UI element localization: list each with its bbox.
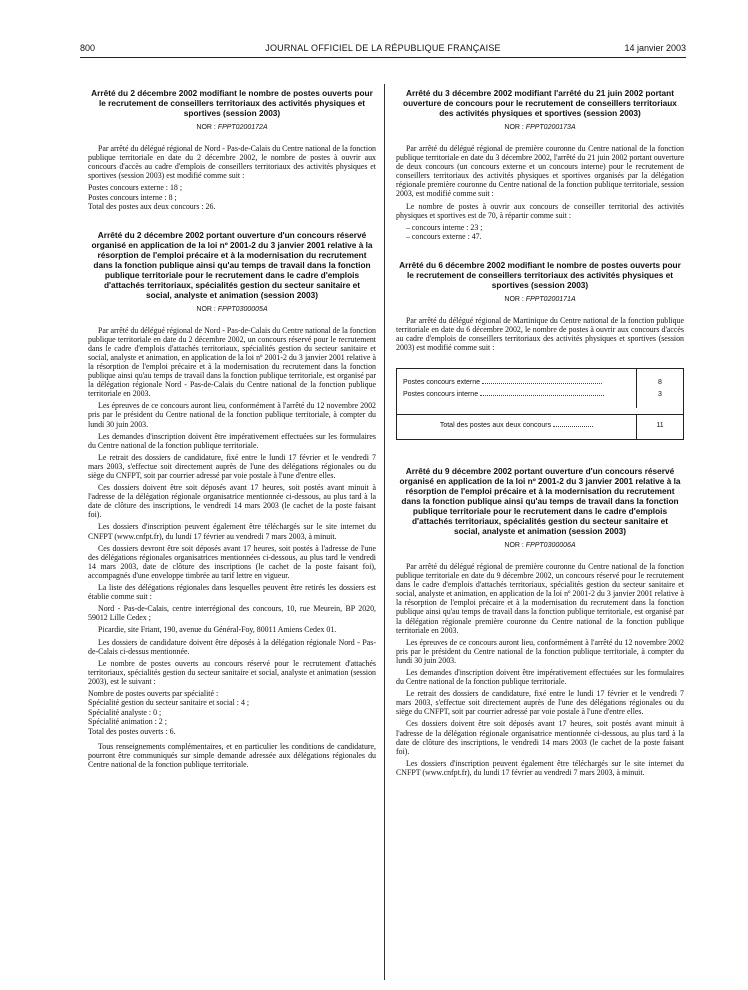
arrete-block <box>88 88 376 212</box>
paragraph: Picardie, site Friant, 190, avenue du Général-Foy, 80011 Amiens Cedex 01. <box>98 625 337 635</box>
list-line: Spécialité animation : 2 ; <box>88 717 167 727</box>
arrete-block <box>396 466 684 777</box>
paragraph: Par arrêté du délégué régional de première couronne du Centre national de la fonction publique territoriale en date du 3 décembre 2002, l'arrêté du 21 juin 2002 portant ouverture de deux concours (un concours externe et un concours interne) pour le recrutement de conseillers territoriaux des activités physiques et sportives organisés par la délégation régionale première couronne du Centre national de la fonction publique territoriale, session 2003, est modifié comme suit : <box>396 144 684 199</box>
nor-label: NOR : <box>504 541 524 549</box>
table-cell-label <box>397 415 637 439</box>
nor-number: FPPT0200173A <box>525 124 576 131</box>
paragraph: Le retrait des dossiers de candidature, fixé entre le lundi 17 février et le vendredi 7 mars 2003, s'effectue soit directement auprès de l'une des délégations régionales ou du siège du CNFPT, soit par courrier adressé par voie postale à l'une d'entre elles. <box>88 452 376 480</box>
paragraph: Les épreuves de ce concours auront lieu, conformément à l'arrêté du 12 novembre 2002 pris par le président du Centre national de la fonction publique territoriale, à compter du lundi 30 juin 2003. <box>88 401 376 429</box>
paragraph: Par arrêté du délégué régional de Nord - Pas-de-Calais du Centre national de la fonction publique territoriale en date du 2 décembre 2002, un concours réservé pour le recrutement dans le cadre d'emplois d'attachés territoriaux, spécialités gestion du secteur sanitaire et social, analyste et animation, en application de la loi nº 2001-2 du 3 janvier 2001 relative à la résorption de l'emploi précaire et à la modernisation du recrutement dans la fonction publique ainsi qu'au temps de travail dans la fonction publique territoriale, est organisé par la délégation régionale Nord - Pas-de-Calais du Centre national de la fonction publique territoriale en 2003. <box>88 325 376 399</box>
arrete-title: Arrêté du 9 décembre 2002 portant ouverture d'un concours réservé organisé en application de la loi nº 2001-2 du 3 janvier 2001 relative à la résorption de l'emploi précaire et à la modernisation du recrutement dans la fonction publique ainsi qu'au temps de travail dans la fonction publique territoriale pour le recrutement dans le cadre d'emplois d'attachés territoriaux, spécialités gestion du secteur sanitaire et social, analyste et animation (session 2003) <box>399 465 681 536</box>
list-line: Postes concours externe : 18 ; <box>88 183 183 193</box>
dot-leader <box>553 426 593 427</box>
column-divider <box>384 84 385 980</box>
journal-title: JOURNAL OFFICIEL DE LA RÉPUBLIQUE FRANÇAISE <box>265 43 501 53</box>
arrete-title: Arrêté du 6 décembre 2002 modifiant le nombre de postes ouverts pour le recrutement de conseillers territoriaux des activités physiques et sportives (session 2003) <box>399 259 681 290</box>
header-rule <box>80 57 686 58</box>
paragraph: Ces dossiers doivent être soit déposés avant 17 heures, soit postés avant minuit à l'adresse de la délégation régionale organisatrice mentionnée ci-dessous, au plus tard à la date de clôture des inscriptions, le vendredi 14 mars 2003 (le cachet de la poste faisant foi). <box>88 483 376 520</box>
nor-reference <box>396 295 684 305</box>
paragraph: La liste des délégations régionales dans lesquelles peuvent être retirés les dossiers est établie comme suit : <box>88 583 376 602</box>
dot-leader <box>480 395 604 396</box>
arrete-block <box>396 260 684 440</box>
dot-leader <box>482 383 602 384</box>
table-cell-label <box>397 389 637 408</box>
list-line: Spécialité gestion du secteur sanitaire et social : 4 ; <box>88 698 250 708</box>
page-header <box>80 41 686 55</box>
table-row <box>397 369 683 389</box>
table-cell-label <box>397 369 637 389</box>
arrete-title: Arrêté du 2 décembre 2002 modifiant le nombre de postes ouverts pour le recrutement de conseillers territoriaux des activités physiques et sportives (session 2003) <box>91 88 373 118</box>
nor-label: NOR : <box>196 305 216 313</box>
nor-label: NOR : <box>504 295 524 303</box>
right-column <box>396 88 684 780</box>
arrete-block <box>396 88 684 242</box>
nor-number: FPPT0200171A <box>525 295 576 303</box>
nor-number: FPPT0300006A <box>525 541 576 549</box>
table-row <box>397 389 683 414</box>
paragraph: Les dossiers d'inscription peuvent également être téléchargés sur le site internet du CNFPT (www.cnfpt.fr), du lundi 17 février au vendredi 7 mars 2003, à minuit. <box>88 522 376 541</box>
paragraph: Les demandes d'inscription doivent être impérativement effectuées sur les formulaires du Centre national de la fonction publique territoriale. <box>88 431 376 450</box>
arrete-title: Arrêté du 2 décembre 2002 portant ouverture d'un concours réservé organisé en application de la loi nº 2001-2 du 3 janvier 2001 relative à la résorption de l'emploi précaire et à la modernisation du recrutement dans la fonction publique ainsi qu'au temps de travail dans la fonction publique territoriale pour le recrutement dans le cadre d'emplois d'attachés territoriaux, spécialités gestion du secteur sanitaire et social, analyste et animation (session 2003) <box>91 229 373 300</box>
nor-reference <box>396 123 684 133</box>
list-line: – concours externe : 47. <box>406 232 482 242</box>
list-line: – concours interne : 23 ; <box>406 222 483 232</box>
table-cell-value: 11 <box>656 421 664 429</box>
row-label: Total des postes aux deux concours <box>439 421 552 429</box>
posts-table <box>396 368 684 440</box>
paragraph: Par arrêté du délégué régional de Martinique du Centre national de la fonction publique territoriale en date du 6 décembre 2002, le nombre de postes à ouvrir aux concours d'accès au cadre d'emplois de conseillers territoriaux des activités physiques et sportives (session 2003) est modifié comme suit : <box>396 315 684 352</box>
nor-label: NOR : <box>196 124 216 131</box>
paragraph: Tous renseignements complémentaires, et en particulier les conditions de candidature, pourront être communiqués sur simple demande adressée aux délégations régionales du Centre national de la fonction publique territoriale. <box>88 742 376 770</box>
nor-number: FPPT0300005A <box>217 305 268 313</box>
row-label: Postes concours interne <box>403 390 479 398</box>
paragraph: Le retrait des dossiers de candidature, fixé entre le lundi 17 février et le vendredi 7 mars 2003, s'effectue soit directement auprès de l'une des délégations régionales ou du siège du CNFPT, soit par courrier adressé par voie postale à l'une d'entre elles. <box>396 689 684 717</box>
table-cell-value: 8 <box>658 378 662 386</box>
list-line: Nombre de postes ouverts par spécialité : <box>88 688 219 698</box>
paragraph: Ces dossiers devront être soit déposés avant 17 heures, soit postés à l'adresse de l'une des délégations régionales organisatrices mentionnées ci-dessous, au plus tard le vendredi 14 mars 2003, date de clôture des inscriptions (le cachet de la poste faisant foi), accompagnés d'une enveloppe timbrée au tarif lettre en vigueur. <box>88 543 376 580</box>
table-row-total <box>397 414 683 439</box>
arrete-title: Arrêté du 3 décembre 2002 modifiant l'arrêté du 21 juin 2002 portant ouverture de concours pour le recrutement de conseillers territoriaux des activités physiques et sportives (session 2003) <box>403 88 677 118</box>
posts-table-body <box>397 369 683 414</box>
paragraph: Les épreuves de ce concours auront lieu, conformément à l'arrêté du 12 novembre 2002 pris par le président du Centre national de la fonction publique territoriale, à compter du lundi 30 juin 2003. <box>396 637 684 665</box>
nor-reference <box>88 123 376 133</box>
paragraph: Le nombre de postes à ouvrir aux concours de conseiller territorial des activités physiques et sportives est de 70, à répartir comme suit : <box>396 201 684 220</box>
paragraph: Le nombre de postes ouverts au concours réservé pour le recrutement d'attachés territoriaux, spécialités gestion du secteur sanitaire et social, analyste et animation (session 2003), est le suivant : <box>88 658 376 686</box>
page-number: 800 <box>80 43 96 53</box>
left-column <box>88 88 376 772</box>
paragraph: Les demandes d'inscription doivent être impérativement effectuées sur les formulaires du Centre national de la fonction publique territoriale. <box>396 667 684 687</box>
table-cell-value: 3 <box>658 390 662 398</box>
nor-reference <box>88 305 376 315</box>
paragraph: Ces dossiers doivent être soit déposés avant 17 heures, soit postés avant minuit à l'adresse de la délégation régionale organisatrice mentionnée ci-dessous, au plus tard à la date de clôture des inscriptions, le vendredi 14 mars 2003 (le cachet de la poste faisant foi). <box>396 719 684 756</box>
list-line: Total des postes ouverts : 6. <box>88 726 176 736</box>
nor-reference <box>396 541 684 551</box>
list-line: Spécialité analyste : 0 ; <box>88 707 162 717</box>
nor-number: FPPT0200172A <box>217 124 268 131</box>
arrete-block <box>88 230 376 770</box>
issue-date: 14 janvier 2003 <box>624 43 686 53</box>
paragraph: Par arrêté du délégué régional de première couronne du Centre national de la fonction publique territoriale en date du 9 décembre 2002, un concours réservé pour le recrutement dans le cadre d'emplois d'attachés territoriaux, spécialités gestion du secteur sanitaire et social, analyste et animation, en application de la loi nº 2001-2 du 3 janvier 2001 relative à la résorption de l'emploi précaire et à la modernisation du recrutement dans la fonction publique ainsi qu'au temps de travail dans la fonction publique territoriale, est organisé par la délégation régionale première couronne du Centre national de la fonction publique territoriale en 2003. <box>396 561 684 635</box>
list-line: Total des postes aux deux concours : 26. <box>88 202 216 212</box>
paragraph: Les dossiers d'inscription peuvent également être téléchargés sur le site internet du CNFPT (www.cnfpt.fr), du lundi 17 février au vendredi 7 mars 2003, à minuit. <box>396 758 684 777</box>
row-label: Postes concours externe <box>403 378 481 386</box>
paragraph: Les dossiers de candidature doivent être déposés à la délégation régionale Nord - Pas-de-Calais ci-dessus mentionnée. <box>88 637 376 656</box>
list-line: Postes concours interne : 8 ; <box>88 192 177 202</box>
paragraph: Par arrêté du délégué régional de Nord - Pas-de-Calais du Centre national de la fonction publique territoriale en date du 2 décembre 2002, le nombre de postes à ouvrir aux concours d'accès au cadre d'emplois de conseillers territoriaux des activités physiques et sportives (session 2003) est modifié comme suit : <box>88 144 376 181</box>
nor-label: NOR : <box>504 124 524 131</box>
paragraph: Nord - Pas-de-Calais, centre interrégional des concours, 10, rue Meurein, BP 2020, 59012 Lille Cedex ; <box>88 604 376 623</box>
